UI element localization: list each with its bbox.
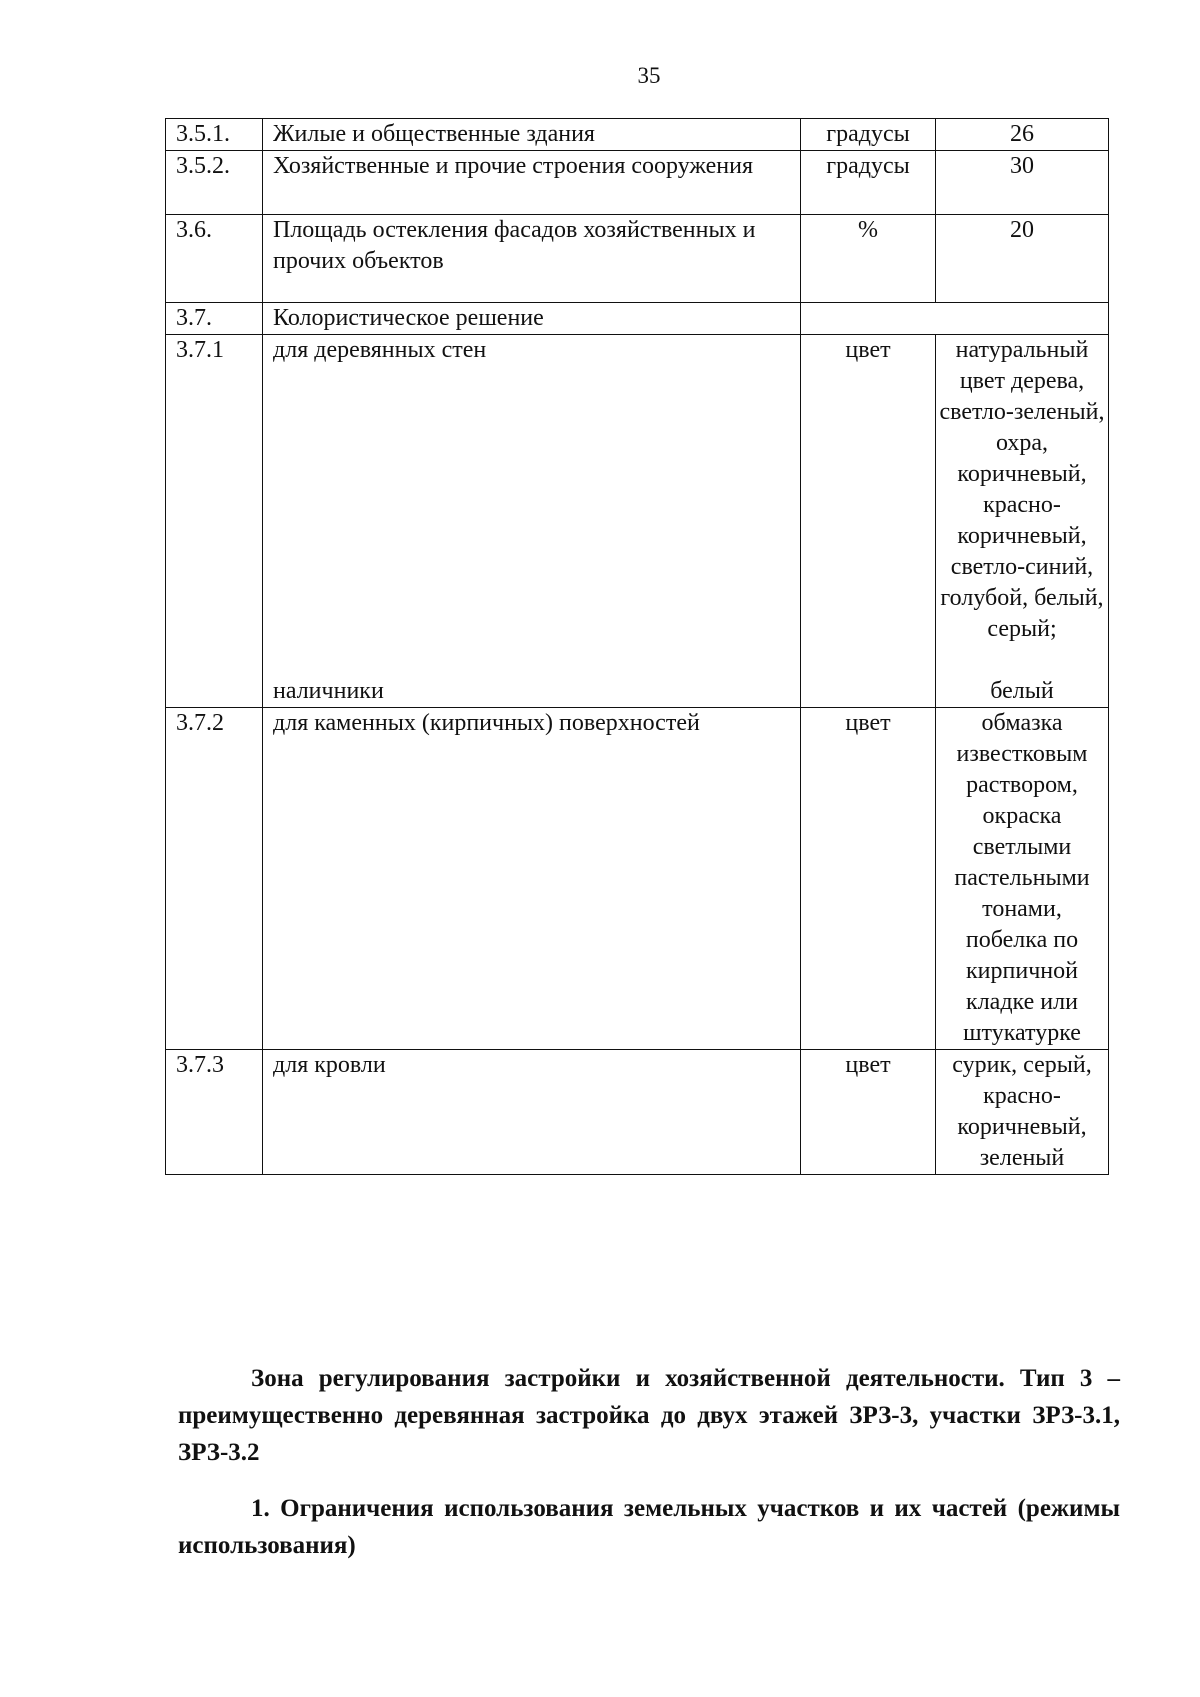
table-row	[166, 151, 1109, 215]
row-name-cell	[263, 335, 801, 708]
zone-heading-text: Зона регулирования застройки и хозяйственной деятельности. Тип 3 – преимущественно деревянная застройка до двух этажей ЗРЗ-3, участки ЗРЗ-3.1, ЗРЗ-3.2	[178, 1365, 1120, 1466]
table-row	[166, 119, 1109, 151]
regulations-table	[165, 118, 1109, 1175]
row-number: 3.5.1.	[166, 119, 263, 151]
row-value: 30	[936, 151, 1109, 215]
row-number: 3.7.1	[166, 335, 263, 708]
table-row	[166, 335, 1109, 708]
section-heading	[178, 1490, 1120, 1564]
table-row	[166, 1050, 1109, 1175]
row-unit: градусы	[801, 151, 936, 215]
table-row	[166, 303, 1109, 335]
row-unit: цвет	[801, 708, 936, 1050]
row-name: для деревянных стен	[273, 337, 487, 363]
row-unit: %	[801, 215, 936, 303]
row-name: Жилые и общественные здания	[263, 119, 801, 151]
zone-heading	[178, 1360, 1120, 1471]
row-name: для кровли	[263, 1050, 801, 1175]
row-unit	[801, 303, 1109, 335]
row-sub-value: белый	[990, 678, 1054, 704]
row-value: 20	[936, 215, 1109, 303]
row-value-cell	[936, 335, 1109, 708]
row-value: сурик, серый, красно-коричневый, зеленый	[936, 1050, 1109, 1175]
row-name: Колористическое решение	[263, 303, 801, 335]
page-number: 35	[637, 63, 661, 88]
table-row	[166, 708, 1109, 1050]
row-name: для каменных (кирпичных) поверхностей	[263, 708, 801, 1050]
row-number: 3.7.	[166, 303, 263, 335]
row-unit: цвет	[801, 335, 936, 708]
row-value: натуральный цвет дерева, светло-зеленый, охра, коричневый, красно-коричневый, светло-синий, голубой, белый, серый;	[939, 337, 1105, 642]
row-sub-name: наличники	[273, 678, 384, 704]
table-row	[166, 215, 1109, 303]
section-heading-text: 1. Ограничения использования земельных участков и их частей (режимы использования)	[178, 1495, 1120, 1559]
row-name: Площадь остекления фасадов хозяйственных и прочих объектов	[263, 215, 801, 303]
row-number: 3.5.2.	[166, 151, 263, 215]
row-number: 3.6.	[166, 215, 263, 303]
row-name: Хозяйственные и прочие строения сооружения	[263, 151, 801, 215]
row-unit: градусы	[801, 119, 936, 151]
row-number: 3.7.3	[166, 1050, 263, 1175]
row-unit: цвет	[801, 1050, 936, 1175]
row-value: обмазка известковым раствором, окраска светлыми пастельными тонами, побелка по кирпичной кладке или штукатурке	[936, 708, 1109, 1050]
row-number: 3.7.2	[166, 708, 263, 1050]
row-value: 26	[936, 119, 1109, 151]
